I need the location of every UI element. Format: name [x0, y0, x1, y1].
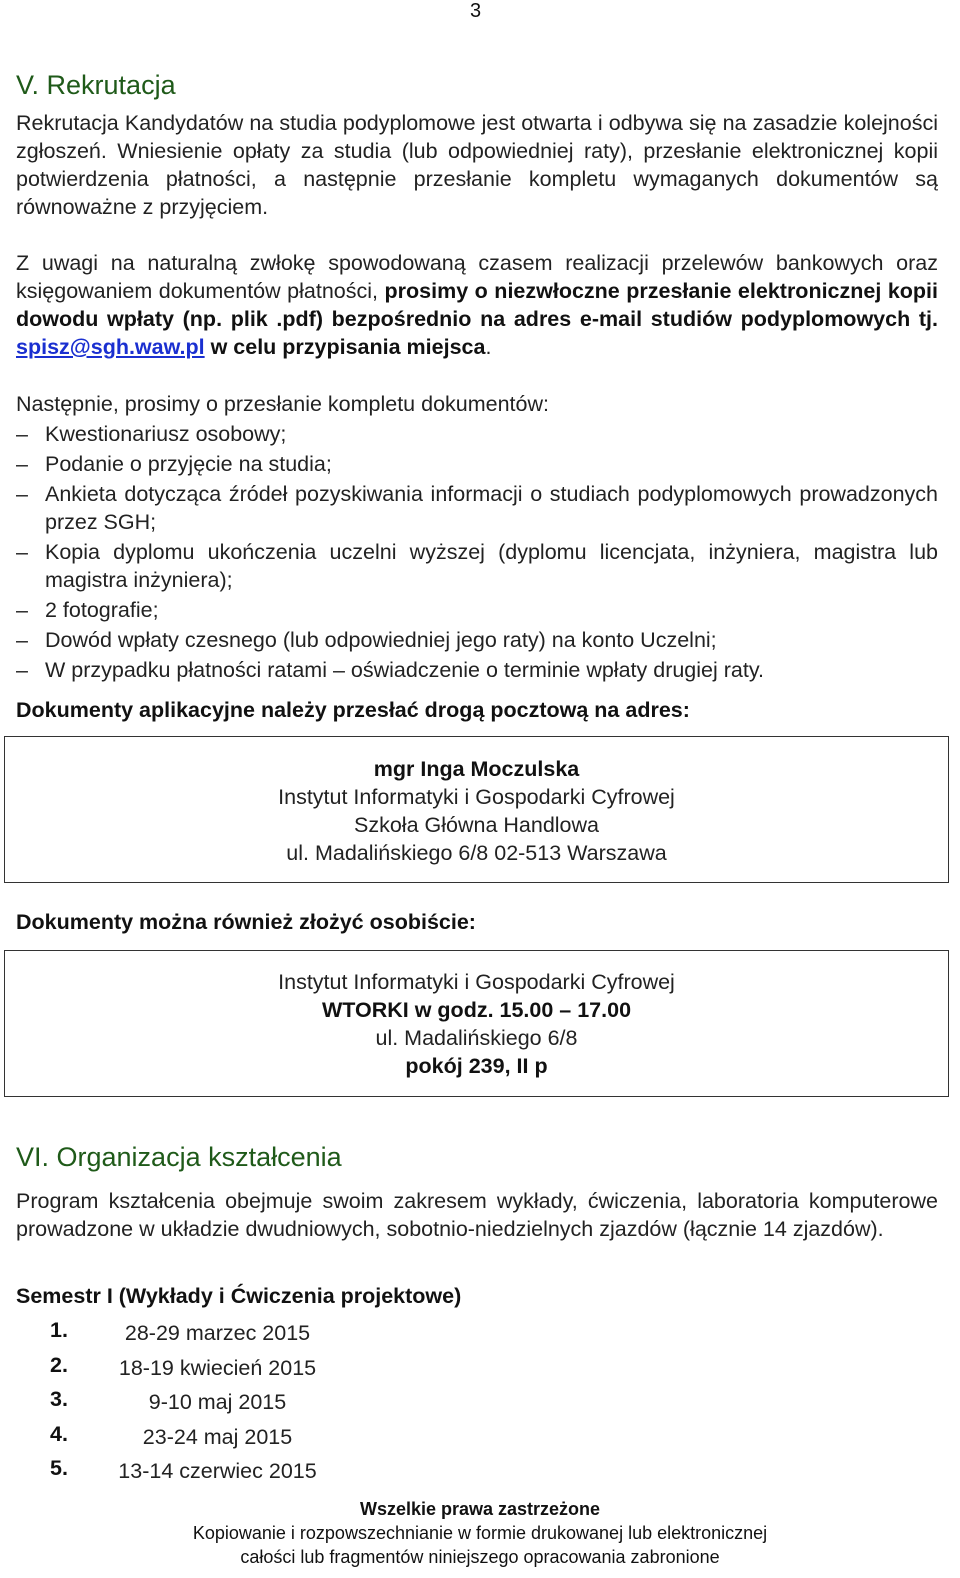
list-item	[16, 480, 938, 536]
semester-heading: Semestr I (Wykłady i Ćwiczenia projektowe)	[16, 1284, 462, 1308]
list-item	[16, 656, 938, 684]
list-item-number: 4.	[50, 1421, 68, 1446]
list-item	[16, 450, 938, 478]
footer-copyright: Wszelkie prawa zastrzeżone	[359, 1499, 601, 1519]
address-line: Instytut Informatyki i Gospodarki Cyfrowej	[278, 785, 675, 809]
section-title-recruitment: V. Rekrutacja	[16, 70, 176, 100]
dash-bullet: –	[16, 422, 28, 446]
dash-bullet: –	[16, 628, 28, 652]
dash-bullet: –	[16, 540, 28, 564]
list-item-number: 2.	[50, 1352, 68, 1377]
list-item-text: W przypadku płatności ratami – oświadczenie o terminie wpłaty drugiej raty.	[45, 658, 764, 682]
documents-intro: Następnie, prosimy o przesłanie kompletu dokumentów:	[16, 392, 549, 416]
list-item-text: Ankieta dotycząca źródeł pozyskiwania informacji o studiach podyplomowych prowadzonych przez SGH;	[45, 482, 938, 534]
list-item-text: Kwestionariusz osobowy;	[45, 422, 287, 446]
office-address: ul. Madalińskiego 6/8	[375, 1026, 578, 1050]
list-item-text: Podanie o przyjęcie na studia;	[45, 452, 332, 476]
list-item-number: 3.	[50, 1387, 68, 1411]
documents-list	[16, 420, 938, 686]
list-item-number: 5.	[50, 1456, 68, 1480]
office-room: pokój 239, II p	[405, 1054, 548, 1078]
office-hours: WTORKI w godz. 15.00 – 17.00	[321, 998, 632, 1022]
list-item-date: 13-14 czerwiec 2015	[118, 1459, 317, 1483]
mail-address-box	[4, 736, 949, 883]
payment-notice-bold: prosimy o niezwłoczne przesłanie elektronicznej kopii dowodu wpłaty (np. plik .pdf) bezpośrednio na adres e-mail studiów podyplomowych tj.	[16, 279, 939, 331]
list-item-date: 18-19 kwiecień 2015	[118, 1355, 317, 1380]
section-title-organization: VI. Organizacja kształcenia	[16, 1142, 342, 1172]
payment-notice-paragraph	[16, 249, 938, 361]
list-item-number: 1.	[50, 1318, 68, 1342]
list-item-text: 2 fotografie;	[45, 598, 159, 622]
list-item-text: Kopia dyplomu ukończenia uczelni wyższej (dyplomu licencjata, inżyniera, magistra lub magistra inżyniera);	[45, 540, 938, 592]
dash-bullet: –	[16, 452, 28, 476]
list-item-date: 28-29 marzec 2015	[124, 1321, 311, 1345]
page-number: 3	[470, 0, 482, 22]
payment-notice-bold-end: w celu przypisania miejsca	[204, 335, 486, 359]
footer-notice-line: całości lub fragmentów niniejszego opracowania zabronione	[240, 1547, 720, 1567]
address-line: ul. Madalińskiego 6/8 02-513 Warszawa	[286, 841, 667, 865]
office-name: Instytut Informatyki i Gospodarki Cyfrowej	[278, 970, 675, 994]
dash-bullet: –	[16, 658, 28, 682]
in-person-heading: Dokumenty można również złożyć osobiście:	[16, 910, 476, 934]
payment-notice-text: Z uwagi na naturalną zwłokę spowodowaną czasem realizacji przelewów bankowych oraz księgowaniem dokumentów płatności,	[16, 251, 938, 303]
footer	[0, 1497, 960, 1569]
list-item-text: Dowód wpłaty czesnego (lub odpowiedniej jego raty) na konto Uczelni;	[45, 628, 717, 652]
dash-bullet: –	[16, 598, 28, 622]
list-item	[16, 596, 938, 624]
in-person-box	[4, 950, 949, 1097]
program-paragraph: Program kształcenia obejmuje swoim zakresem wykłady, ćwiczenia, laboratoria komputerowe prowadzone w układzie dwudniowych, sobotnio-niedzielnych zjazdów (łącznie 14 zjazdów).	[16, 1189, 938, 1241]
list-item-date: 23-24 maj 2015	[142, 1424, 293, 1449]
list-item	[16, 626, 938, 654]
list-item	[16, 420, 938, 448]
list-item-date: 9-10 maj 2015	[148, 1390, 287, 1414]
list-item	[16, 538, 938, 594]
address-line: Szkoła Główna Handlowa	[354, 813, 599, 837]
payment-notice-period: .	[485, 335, 492, 359]
dash-bullet: –	[16, 482, 28, 506]
footer-notice-line: Kopiowanie i rozpowszechnianie w formie drukowanej lub elektronicznej	[192, 1523, 768, 1543]
recruitment-paragraph: Rekrutacja Kandydatów na studia podyplomowe jest otwarta i odbywa się na zasadzie kolejności zgłoszeń. Wniesienie opłaty za studia (lub odpowiedniej raty), przesłanie elektronicznej kopii potwierdzenia płatności, a następnie przesłanie kompletu wymaganych dokumentów są równoważne z przyjęciem.	[16, 111, 938, 219]
recipient-name: mgr Inga Moczulska	[373, 757, 580, 781]
mail-address-heading: Dokumenty aplikacyjne należy przesłać drogą pocztową na adres:	[16, 698, 690, 722]
email-link[interactable]: spisz@sgh.waw.pl	[16, 335, 205, 359]
